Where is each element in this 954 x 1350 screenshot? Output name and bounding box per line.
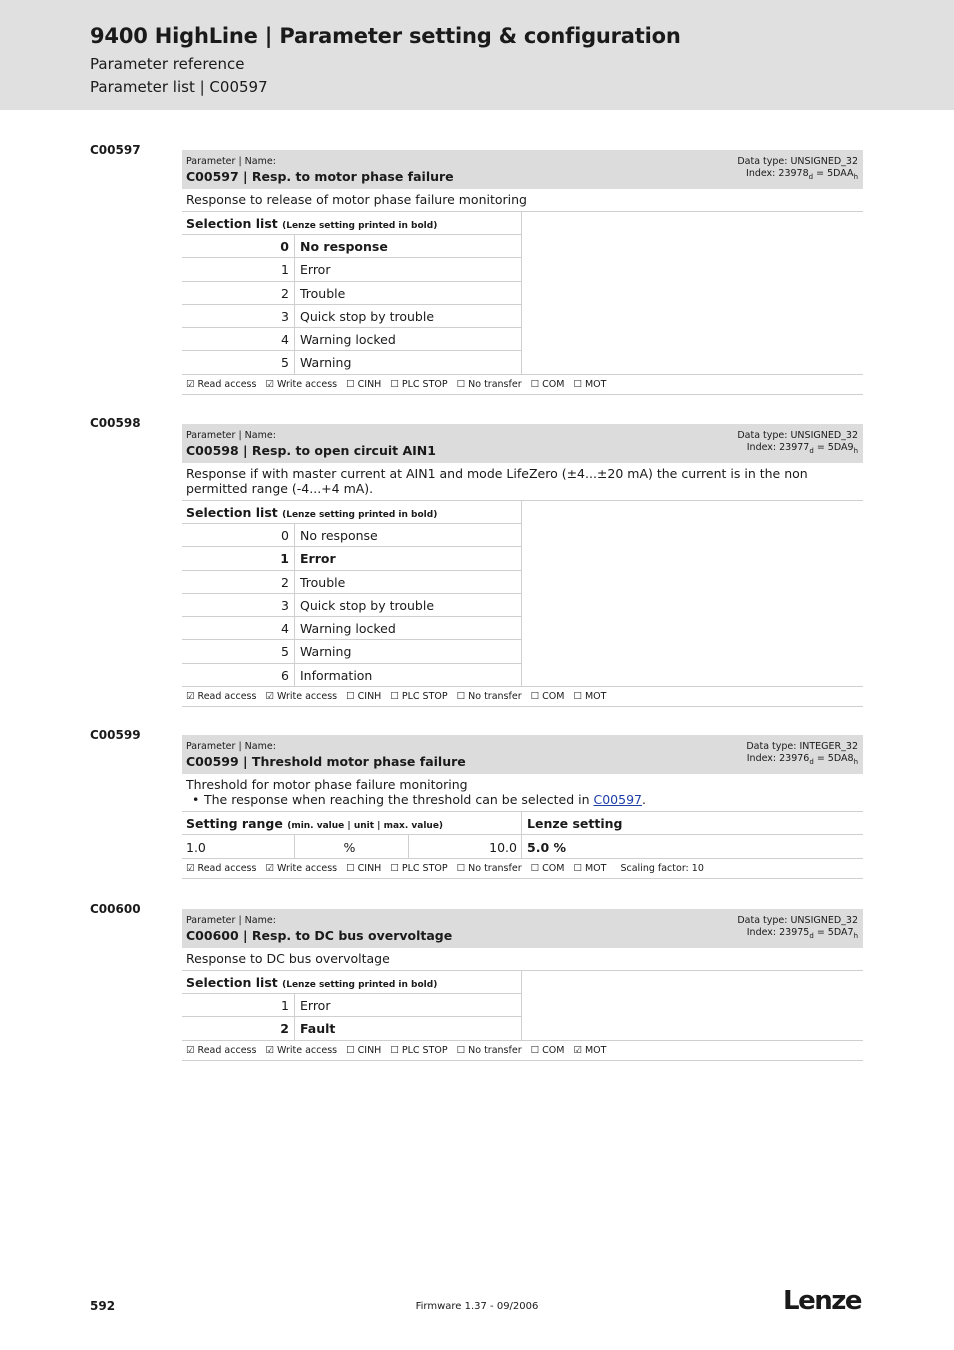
param-name-label: Parameter | Name: <box>186 156 276 167</box>
selection-list <box>182 501 863 687</box>
setting-range-row <box>182 835 863 859</box>
param-index: Index: $23976_d = 5DA8_h$ <box>746 753 858 766</box>
access-flags: ☑ Read access ☑ Write access ☐ CINH ☐ PLC STOP ☐ No transfer ☐ COM ☐ MOT <box>182 687 863 707</box>
param-code-label: C00600 <box>90 902 141 916</box>
scaling-factor: Scaling factor: 10 <box>620 863 704 874</box>
param-code-label: C00598 <box>90 416 141 430</box>
param-description: Threshold for motor phase failure monitoring • The response when reaching the threshold can be selected in C00597. <box>182 774 863 812</box>
list-item: 0 No response <box>182 235 521 258</box>
access-flags: ☑ Read access ☑ Write access ☐ CINH ☐ PLC STOP ☐ No transfer ☐ COM ☑ MOT <box>182 1041 863 1061</box>
data-type: Data type: UNSIGNED_32 <box>737 156 858 167</box>
section-title: Parameter reference <box>90 55 245 73</box>
selection-list-header: Selection list (Lenze setting printed in bold) <box>182 501 521 524</box>
param-block-c00598 <box>182 424 863 707</box>
selection-list-header: Selection list (Lenze setting printed in bold) <box>182 971 521 994</box>
list-item: 2 Trouble <box>182 571 521 594</box>
lenze-logo: Lenze <box>783 1286 861 1316</box>
param-block-c00599 <box>182 735 863 879</box>
param-index: Index: $23978_d = 5DAA_h$ <box>746 168 858 181</box>
bullet-item: • The response when reaching the threshold can be selected in C00597. <box>186 792 859 807</box>
param-name-label: Parameter | Name: <box>186 915 276 926</box>
param-header <box>182 424 863 463</box>
param-name-label: Parameter | Name: <box>186 430 276 441</box>
param-header <box>182 909 863 948</box>
param-block-c00597 <box>182 150 863 395</box>
max-value: 10.0 <box>409 835 522 858</box>
selection-list <box>182 971 863 1041</box>
param-description: Response if with master current at AIN1 and mode LifeZero (±4...±20 mA) the current is in the non permitted range (-4...+4 mA). <box>182 463 863 501</box>
unit: % <box>295 835 409 858</box>
param-code-label: C00597 <box>90 143 141 157</box>
param-name: C00600 | Resp. to DC bus overvoltage <box>186 928 453 943</box>
list-item: 2 Trouble <box>182 282 521 305</box>
list-item: 4 Warning locked <box>182 328 521 351</box>
document-title: 9400 HighLine | Parameter setting & configuration <box>90 24 681 48</box>
param-code-label: C00599 <box>90 728 141 742</box>
access-flags: ☑ Read access ☑ Write access ☐ CINH ☐ PLC STOP ☐ No transfer ☐ COM ☐ MOT Scaling factor: 10 <box>182 859 863 879</box>
min-value: 1.0 <box>182 835 295 858</box>
list-item: 1 Error <box>182 547 521 570</box>
access-flags: ☑ Read access ☑ Write access ☐ CINH ☐ PLC STOP ☐ No transfer ☐ COM ☐ MOT <box>182 375 863 395</box>
list-item: 1 Error <box>182 994 521 1017</box>
list-item: 4 Warning locked <box>182 617 521 640</box>
firmware-version: Firmware 1.37 - 09/2006 <box>415 1301 539 1312</box>
param-index: Index: $23977_d = 5DA9_h$ <box>746 442 858 455</box>
selection-list-header: Selection list (Lenze setting printed in bold) <box>182 212 521 235</box>
list-item: 3 Quick stop by trouble <box>182 594 521 617</box>
selection-list <box>182 212 863 375</box>
list-item: 5 Warning <box>182 351 521 374</box>
page-number: 592 <box>90 1299 116 1313</box>
param-header <box>182 150 863 189</box>
list-item: 3 Quick stop by trouble <box>182 305 521 328</box>
page-header <box>0 0 954 110</box>
list-item: 1 Error <box>182 258 521 281</box>
param-header <box>182 735 863 774</box>
param-block-c00600 <box>182 909 863 1061</box>
list-item: 2 Fault <box>182 1017 521 1040</box>
data-type: Data type: UNSIGNED_32 <box>737 430 858 441</box>
param-description: Response to release of motor phase failure monitoring <box>182 189 863 212</box>
param-name: C00597 | Resp. to motor phase failure <box>186 169 454 184</box>
setting-range-header: Setting range (min. value | unit | max. value) Lenze setting <box>182 812 863 835</box>
data-type: Data type: UNSIGNED_32 <box>737 915 858 926</box>
data-type: Data type: INTEGER_32 <box>746 741 858 752</box>
param-link-c00597[interactable]: C00597 <box>593 792 642 807</box>
list-item: 5 Warning <box>182 640 521 663</box>
param-description: Response to DC bus overvoltage <box>182 948 863 971</box>
param-name: C00598 | Resp. to open circuit AIN1 <box>186 443 436 458</box>
list-item: 6 Information <box>182 664 521 687</box>
subsection-title: Parameter list | C00597 <box>90 78 268 96</box>
param-name: C00599 | Threshold motor phase failure <box>186 754 466 769</box>
param-index: Index: $23975_d = 5DA7_h$ <box>746 927 858 940</box>
lenze-setting: 5.0 % <box>527 840 567 855</box>
param-name-label: Parameter | Name: <box>186 741 276 752</box>
list-item: 0 No response <box>182 524 521 547</box>
